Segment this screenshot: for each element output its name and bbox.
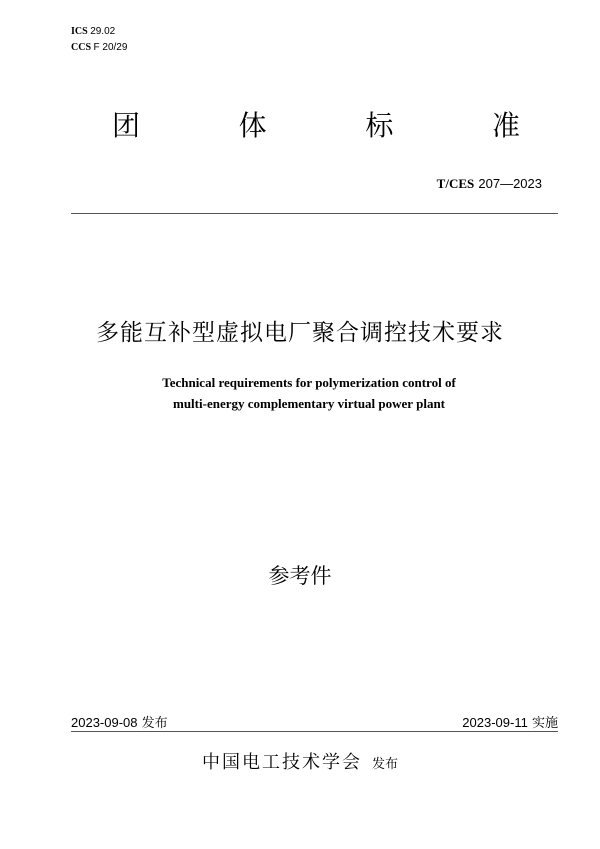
- title-chinese: 多能互补型虚拟电厂聚合调控技术要求: [96, 320, 504, 346]
- standard-type-char: 团: [112, 109, 141, 142]
- title-english-line-2: multi-energy complementary virtual power plant: [173, 396, 445, 411]
- standard-type-char: 标: [365, 109, 394, 142]
- implementation-date-value: 2023-09-11: [462, 715, 528, 730]
- implementation-date-label: 实施: [531, 716, 558, 731]
- ccs-label: CCS: [71, 42, 92, 53]
- footer-divider: [71, 731, 558, 732]
- ccs-code: [71, 42, 127, 54]
- standard-type-char: 准: [491, 109, 520, 142]
- publisher-name: 中国电工技术学会: [201, 752, 362, 773]
- publisher: [0, 750, 600, 778]
- standard-type-char: 体: [238, 109, 267, 142]
- standard-number-prefix: T/CES: [436, 176, 475, 191]
- standard-type-heading: [112, 106, 520, 146]
- issue-date-value: 2023-09-08: [71, 715, 138, 730]
- standard-number: [437, 176, 542, 193]
- issue-date-label: 发布: [141, 716, 168, 731]
- implementation-date: [462, 714, 558, 732]
- title-english: [0, 372, 600, 414]
- publisher-action: 发布: [371, 757, 398, 772]
- title-english-line-1: Technical requirements for polymerization control of: [162, 375, 456, 390]
- reference-copy-label: 参考件: [268, 564, 332, 588]
- ics-label: ICS: [71, 26, 88, 37]
- ics-value: 29.02: [90, 26, 116, 37]
- header-divider: [71, 213, 558, 214]
- issue-date: [71, 714, 168, 732]
- ics-code: [71, 26, 115, 38]
- ccs-value: F 20/29: [93, 42, 128, 53]
- standard-number-value: 207—2023: [478, 176, 542, 191]
